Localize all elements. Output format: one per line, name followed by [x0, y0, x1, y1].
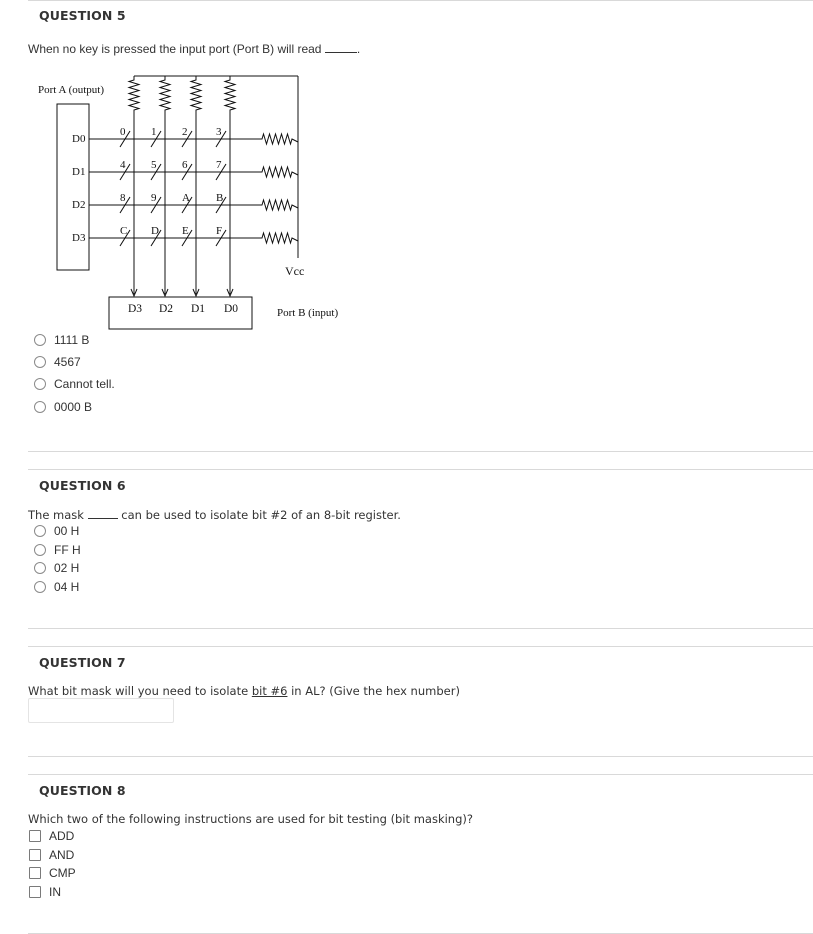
q5-option-3-label: Cannot tell.: [54, 377, 115, 391]
q5-option-2[interactable]: [34, 355, 81, 369]
q5-option-1[interactable]: [34, 333, 89, 347]
pull-up-resistor: [129, 76, 139, 116]
question-8-text: Which two of the following instructions are used for bit testing (bit masking)?: [28, 812, 473, 826]
key-label-2: 2: [182, 126, 188, 138]
port-a-pin-label: D1: [72, 166, 86, 178]
keypad-circuit-diagram: [0, 0, 813, 340]
key-label-C: C: [120, 225, 128, 237]
vcc-label: Vcc: [285, 264, 305, 278]
radio-button[interactable]: [34, 356, 46, 368]
checkbox[interactable]: [29, 886, 41, 898]
q8-option-3[interactable]: [29, 866, 76, 880]
question-5-text-body: When no key is pressed the input port (Port B) will read: [28, 42, 322, 56]
pull-up-resistor: [160, 76, 170, 116]
q8-option-1-label: ADD: [49, 829, 75, 843]
question-5-text: When no key is pressed the input port (Port B) will read .: [28, 42, 361, 56]
port-a-label: Port A (output): [38, 84, 105, 96]
q5-option-1-label: 1111 B: [54, 333, 90, 347]
key-label-6: 6: [182, 159, 188, 171]
q8-option-2-label: AND: [49, 848, 75, 862]
divider: [28, 628, 813, 629]
radio-button[interactable]: [34, 525, 46, 537]
key-label-1: 1: [151, 126, 157, 138]
key-label-5: 5: [151, 159, 157, 171]
key-label-4: 4: [120, 159, 126, 171]
port-b-pin-label: D2: [158, 303, 174, 315]
key-label-3: 3: [216, 126, 222, 138]
question-7-text-after: in AL? (Give the hex number): [287, 684, 460, 698]
key-label-D: D: [151, 225, 159, 237]
key-label-9: 9: [151, 192, 157, 204]
q8-option-4-label: IN: [49, 885, 61, 899]
q6-option-2[interactable]: [34, 543, 81, 557]
port-b-pin-label: D0: [223, 303, 239, 315]
port-a-pin-label: D0: [72, 133, 86, 145]
q6-option-1-label: 00 H: [54, 524, 80, 538]
q5-option-4[interactable]: [34, 400, 92, 414]
port-b-pin-label: D3: [127, 303, 143, 315]
divider: [28, 469, 813, 470]
radio-button[interactable]: [34, 544, 46, 556]
question-7-text-before: What bit mask will you need to isolate: [28, 684, 252, 698]
key-label-F: F: [216, 225, 223, 237]
key-label-0: 0: [120, 126, 126, 138]
q5-option-2-label: 4567: [54, 355, 81, 369]
radio-button[interactable]: [34, 378, 46, 390]
question-6-text: [28, 507, 401, 522]
q8-option-2[interactable]: [29, 848, 74, 862]
question-6-text-after: can be used to isolate bit #2 of an 8-bit register.: [121, 508, 401, 522]
q5-option-3[interactable]: [34, 377, 115, 391]
port-b-pin-label: D1: [190, 303, 206, 315]
q6-option-1[interactable]: [34, 524, 79, 538]
key-label-A: A: [182, 192, 190, 204]
radio-button[interactable]: [34, 401, 46, 413]
answer-blank: [88, 507, 118, 519]
key-label-7: 7: [216, 159, 222, 171]
port-a-box: [57, 104, 89, 270]
question-6-title: QUESTION 6: [39, 478, 126, 493]
divider: [28, 451, 813, 452]
radio-button[interactable]: [34, 334, 46, 346]
q6-option-4-label: 04 H: [54, 580, 80, 594]
q6-option-4[interactable]: [34, 580, 79, 594]
question-8-title: QUESTION 8: [39, 783, 126, 798]
bit-6-link[interactable]: bit #6: [251, 684, 288, 698]
question-6-text-before: The mask: [28, 508, 84, 522]
radio-button[interactable]: [34, 581, 46, 593]
row-resistor: [255, 233, 298, 243]
checkbox[interactable]: [29, 830, 41, 842]
checkbox[interactable]: [29, 849, 41, 861]
key-label-B: B: [216, 192, 224, 204]
q5-option-4-label: 0000 B: [54, 400, 93, 414]
question-5-title: QUESTION 5: [39, 8, 126, 23]
divider: [28, 646, 813, 647]
divider: [28, 774, 813, 775]
port-a-pin-label: D3: [72, 232, 86, 244]
q6-option-2-label: FF H: [54, 543, 81, 557]
radio-button[interactable]: [34, 562, 46, 574]
pull-up-resistor: [225, 76, 235, 116]
row-resistor: [255, 167, 298, 177]
question-7-text: [28, 684, 460, 698]
question-7-title: QUESTION 7: [39, 655, 126, 670]
row-resistor: [255, 134, 298, 144]
q8-option-1[interactable]: [29, 829, 74, 843]
divider: [28, 756, 813, 757]
port-a-pin-label: D2: [72, 199, 86, 211]
q8-option-4[interactable]: [29, 885, 61, 899]
checkbox[interactable]: [29, 867, 41, 879]
q6-option-3-label: 02 H: [54, 561, 80, 575]
key-label-E: E: [182, 225, 189, 237]
pull-up-resistor: [191, 76, 201, 116]
q8-option-3-label: CMP: [49, 866, 76, 880]
answer-input[interactable]: [28, 698, 174, 723]
q6-option-3[interactable]: [34, 561, 79, 575]
row-resistor: [255, 200, 298, 210]
port-b-label: Port B (input): [277, 307, 339, 319]
key-label-8: 8: [120, 192, 126, 204]
